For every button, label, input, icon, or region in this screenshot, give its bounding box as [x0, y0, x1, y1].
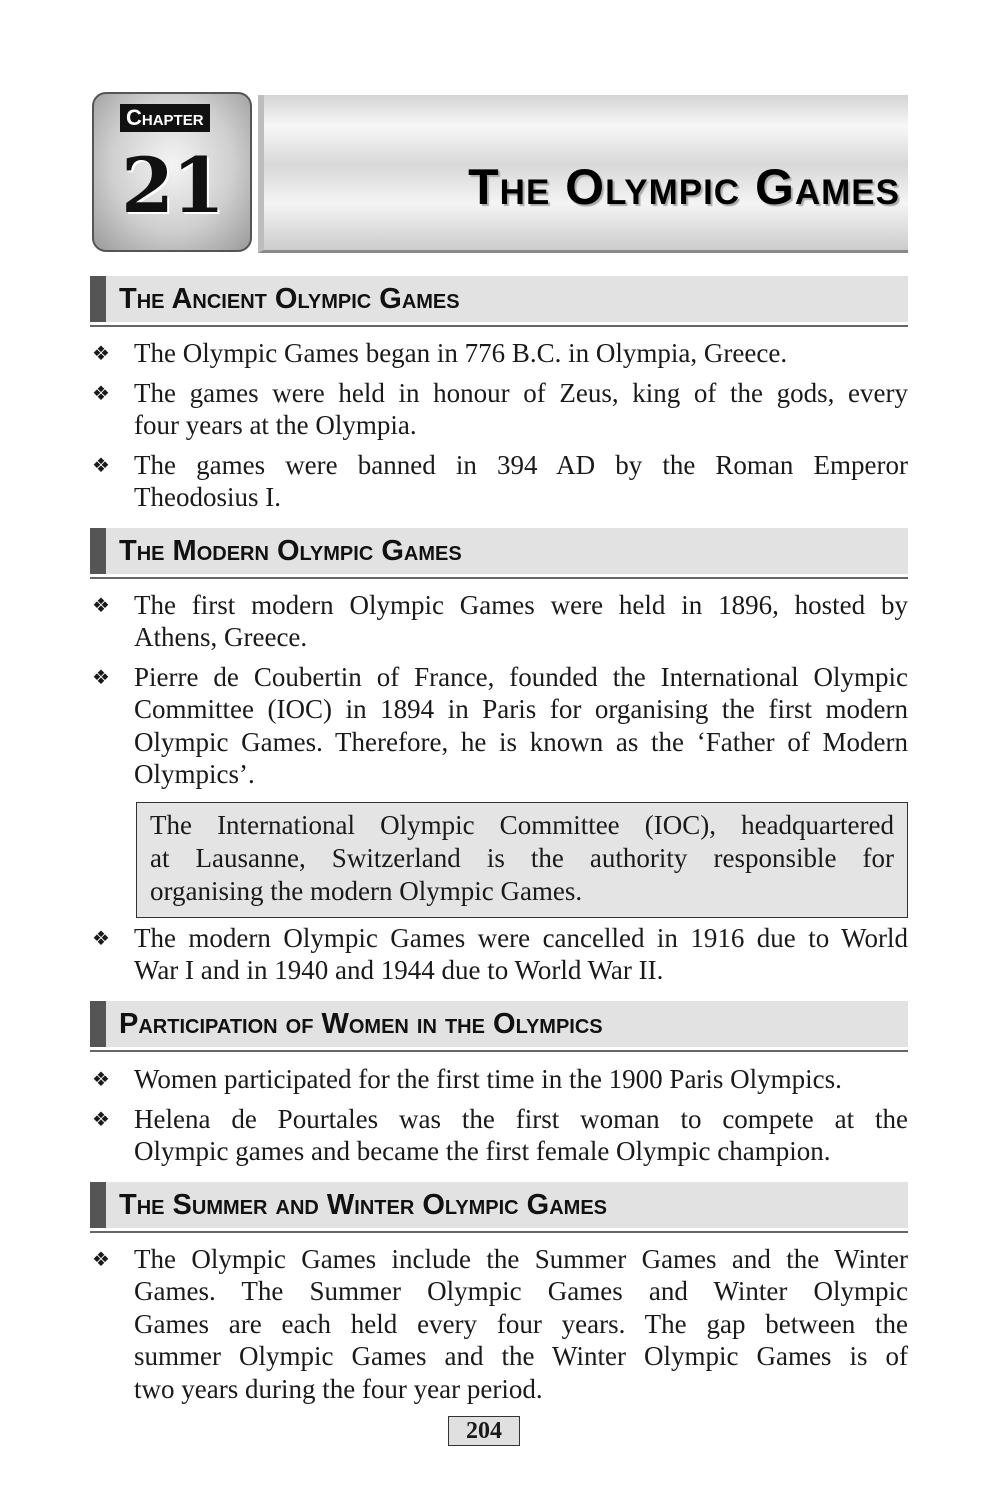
section-heading-text: The Ancient Olympic Games [119, 283, 460, 315]
section-heading [90, 1182, 908, 1228]
chapter-number: 21 [121, 141, 223, 230]
text-line: War I and in 1940 and 1944 due to World War II. [134, 955, 664, 986]
text-line: The Olympic Games include the Summer Games and the Winter [134, 1244, 908, 1274]
section-heading [90, 1001, 908, 1047]
text-line: Games are each held every four years. The gap between the [134, 1308, 908, 1339]
bullet-icon: ❖ [92, 1247, 110, 1271]
list-item [92, 1243, 908, 1405]
section-heading [90, 276, 908, 322]
list-item [92, 661, 908, 791]
bullet-icon: ❖ [92, 593, 110, 617]
text-line: organising the modern Olympic Games. [150, 876, 583, 906]
text-line: Pierre de Coubertin of France, founded the International Olympic [134, 662, 908, 692]
text-line: Games. The Summer Olympic Games and Winter Olympic [134, 1276, 908, 1307]
bullet-icon: ❖ [92, 926, 110, 950]
list-item [92, 589, 908, 654]
list-item [92, 449, 908, 514]
bullet-icon: ❖ [92, 1067, 110, 1091]
section-heading [90, 528, 908, 574]
text-line: The modern Olympic Games were cancelled in 1916 due to World [134, 923, 908, 953]
text-line: summer Olympic Games and the Winter Olympic Games is of [134, 1341, 908, 1372]
chapter-badge [92, 92, 252, 252]
section-heading-text: Participation of Women in the Olympics [119, 1008, 603, 1040]
list-item [92, 1063, 908, 1095]
list-item [92, 337, 908, 369]
bullet-icon: ❖ [92, 1107, 110, 1131]
section-heading-text: The Modern Olympic Games [119, 535, 462, 567]
text-line: The Olympic Games began in 776 B.C. in Olympia, Greece. [134, 338, 788, 368]
text-line: at Lausanne, Switzerland is the authority responsible for [150, 843, 894, 873]
list-item [92, 1103, 908, 1168]
list-item [92, 922, 908, 987]
text-line: Women participated for the first time in the 1900 Paris Olympics. [134, 1064, 842, 1094]
bullet-icon: ❖ [92, 341, 110, 365]
text-line: Theodosius I. [134, 482, 281, 513]
list-item [92, 377, 908, 442]
text-line: two years during the four year period. [134, 1373, 543, 1404]
chapter-title: The Olympic Games [468, 159, 900, 215]
text-line: The games were held in honour of Zeus, king of the gods, every [134, 378, 908, 408]
text-line: Olympics’. [134, 759, 255, 790]
bullet-icon: ❖ [92, 665, 110, 689]
bullet-icon: ❖ [92, 381, 110, 405]
page-number: 204 [448, 1416, 520, 1446]
info-box [136, 802, 908, 918]
text-line: The first modern Olympic Games were held in 1896, hosted by [134, 590, 908, 620]
section-heading-text: The Summer and Winter Olympic Games [119, 1189, 607, 1221]
text-line: Olympic games and became the first female Olympic champion. [134, 1136, 831, 1167]
text-line: The International Olympic Committee (IOC), headquartered [150, 810, 894, 840]
chapter-title-band [258, 95, 908, 253]
bullet-icon: ❖ [92, 453, 110, 477]
text-line: Helena de Pourtales was the first woman to compete at the [134, 1104, 908, 1134]
text-line: The games were banned in 394 AD by the Roman Emperor [134, 450, 908, 480]
chapter-label: Chapter [120, 104, 210, 132]
text-line: Olympic Games. Therefore, he is known as the ‘Father of Modern [134, 726, 908, 757]
text-line: four years at the Olympia. [134, 410, 417, 441]
text-line: Athens, Greece. [134, 622, 308, 653]
text-line: Committee (IOC) in 1894 in Paris for organising the first modern [134, 694, 908, 725]
